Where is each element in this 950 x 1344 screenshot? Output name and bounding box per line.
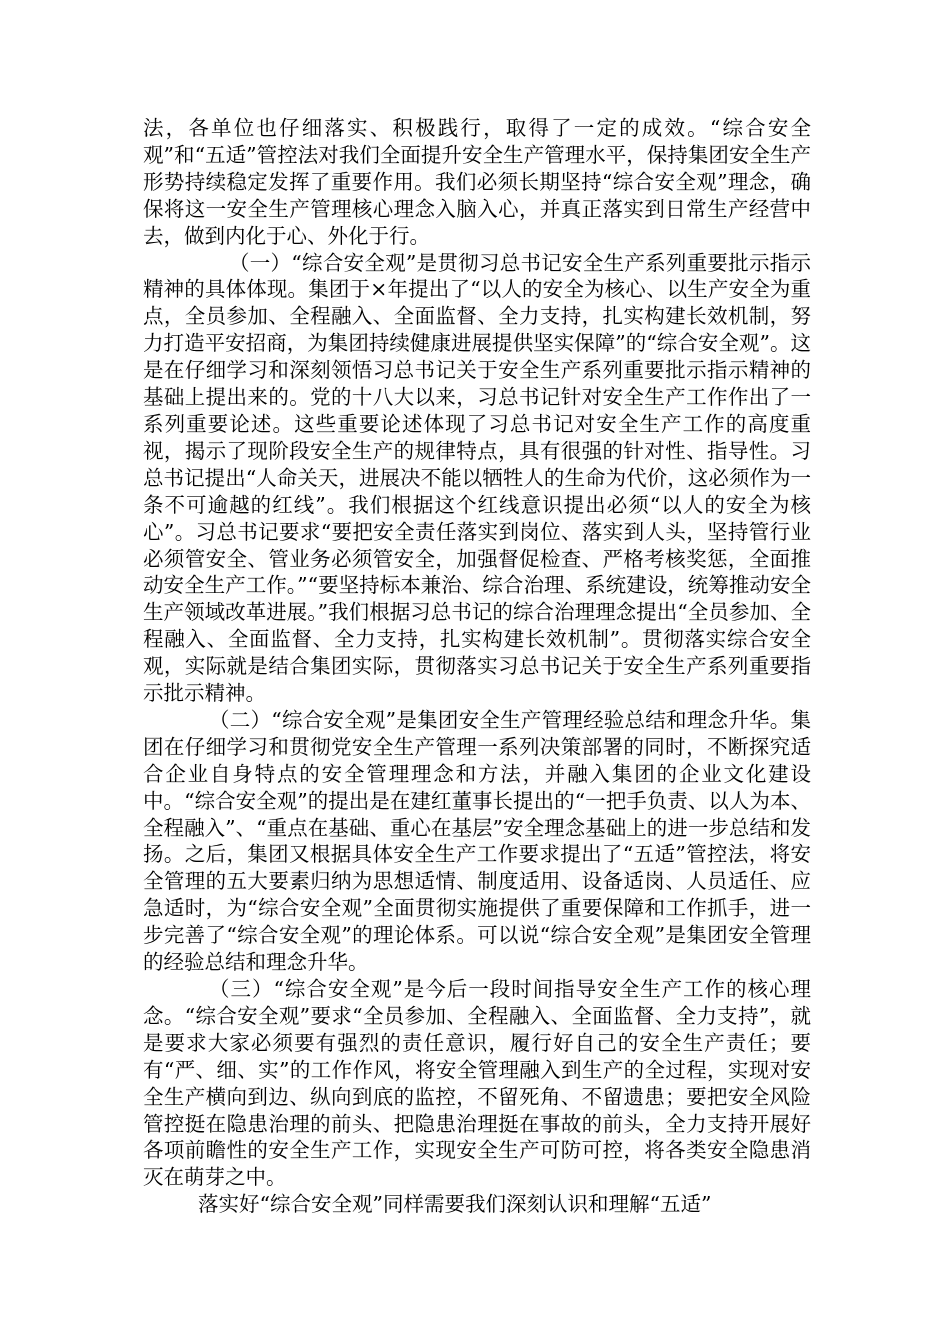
paragraph-intro: 法，各单位也仔细落实、积极践行，取得了一定的成效。“综合安全观”和“五适”管控法对我们全面提升安全生产管理水平，保持集团安全生产形势持续稳定发挥了重要作用。我们必须长期坚持“综合安全观”理念，确保将这一安全生产管理核心理念入脑入心，并真正落实到日常生产经营中去，做到内化于心、外化于行。 xyxy=(143,116,811,248)
body-text xyxy=(143,115,811,1218)
paragraph-section-two: （二）“综合安全观”是集团安全生产管理经验总结和理念升华。集团在仔细学习和贯彻党安全生产管理一系列决策部署的同时，不断探究适合企业自身特点的安全管理理念和方法，并融入集团的企业文化建设中。“综合安全观”的提出是在建红董事长提出的“一把手负责、以人为本、全程融入”、“重点在基础、重心在基层”安全理念基础上的进一步总结和发扬。之后，集团又根据具体安全生产工作要求提出了“五适”管控法，将安全管理的五大要素归纳为思想适情、制度适用、设备适岗、人员适任、应急适时，为“综合安全观”全面贯彻实施提供了重要保障和工作抓手，进一步完善了“综合安全观”的理论体系。可以说“综合安全观”是集团安全管理的经验总结和理念升华。 xyxy=(143,707,811,975)
paragraph-section-one: （一）“综合安全观”是贯彻习总书记安全生产系列重要批示指示精神的具体体现。集团于×年提出了“以人的安全为核心、以生产安全为重点，全员参加、全程融入、全面监督、全力支持，扎实构建长效机制，努力打造平安招商，为集团持续健康进展提供坚实保障”的“综合安全观”。这是在仔细学习和深刻领悟习总书记关于安全生产系列重要批示指示精神的基础上提出来的。党的十八大以来，习总书记针对安全生产工作作出了一系列重要论述。这些重要论述体现了习总书记对安全生产工作的高度重视，揭示了现阶段安全生产的规律特点，具有很强的针对性、指导性。习总书记提出“人命关天，进展决不能以牺牲人的生命为代价，这必须作为一条不可逾越的红线”。我们根据这个红线意识提出必须“以人的安全为核心”。习总书记要求“要把安全责任落实到岗位、落实到人头，坚持管行业必须管安全、管业务必须管安全，加强督促检查、严格考核奖惩，全面推动安全生产工作。”“要坚持标本兼治、综合治理、系统建设，统筹推动安全生产领域改革进展。”我们根据习总书记的综合治理理念提出“全员参加、全程融入、全面监督、全力支持，扎实构建长效机制”。贯彻落实综合安全观，实际就是结合集团实际，贯彻落实习总书记关于安全生产系列重要指示批示精神。 xyxy=(143,250,811,706)
paragraph-conclusion: 落实好“综合安全观”同样需要我们深刻认识和理解“五适” xyxy=(198,1192,712,1217)
paragraph-section-three: （三）“综合安全观”是今后一段时间指导安全生产工作的核心理念。“综合安全观”要求“全员参加、全程融入、全面监督、全力支持”，就是要求大家必须要有强烈的责任意识，履行好自己的安全生产责任；要有“严、细、实”的工作作风，将安全管理融入到生产的全过程，实现对安全生产横向到边、纵向到底的监控，不留死角、不留遗患；要把安全风险管控挺在隐患治理的前头、把隐患治理挺在事故的前头，全力支持开展好各项前瞻性的安全生产工作，实现安全生产可防可控，将各类安全隐患消灭在萌芽之中。 xyxy=(143,977,811,1190)
